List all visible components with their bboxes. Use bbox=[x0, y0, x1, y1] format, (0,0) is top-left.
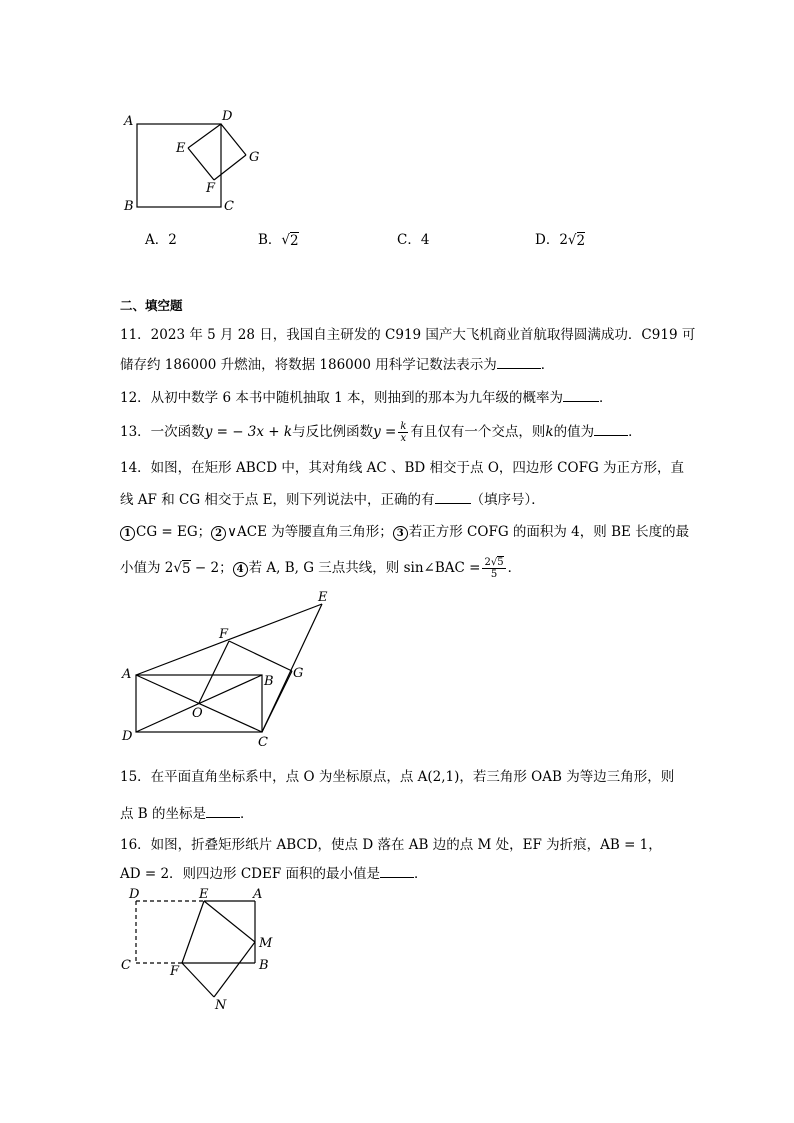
label-E: E bbox=[176, 141, 186, 156]
q13-blank[interactable] bbox=[594, 422, 628, 436]
q15-blank[interactable] bbox=[206, 804, 240, 818]
label-D: D bbox=[122, 729, 133, 744]
label-F: F bbox=[219, 627, 229, 642]
option-d: D．2√ 2 bbox=[535, 232, 586, 249]
q14-blank[interactable] bbox=[435, 490, 471, 504]
label-D: D bbox=[222, 109, 233, 124]
label-C: C bbox=[121, 958, 131, 973]
label-B: B bbox=[264, 674, 274, 689]
q12-line: 12．从初中数学 6 本书中随机抽取 1 本，则抽到的那本为九年级的概率为 ． bbox=[120, 390, 613, 406]
label-C: C bbox=[224, 199, 234, 214]
label-F: F bbox=[170, 964, 180, 979]
q16-line1: 16．如图，折叠矩形纸片 ABCD，使点 D 落在 AB 边的点 M 处，EF 为折痕，AB = 1， bbox=[120, 837, 662, 853]
q12-blank[interactable] bbox=[563, 388, 599, 402]
q15-line2: 点 B 的坐标是 ． bbox=[120, 806, 254, 822]
label-G: G bbox=[293, 666, 304, 681]
label-C: C bbox=[258, 735, 268, 750]
q14-line3: 1 CG = EG； 2 ∨ACE 为等腰直角三角形； 3 若正方形 COFG 的面积为 4，则 BE 长度的最 bbox=[120, 520, 689, 541]
square-figure bbox=[110, 100, 280, 220]
label-D: D bbox=[129, 887, 140, 902]
label-B: B bbox=[124, 199, 134, 214]
q15-line1: 15．在平面直角坐标系中，点 O 为坐标原点，点 A(2,1)，若三角形 OAB 为等边三角形，则 bbox=[120, 769, 675, 785]
q11-blank[interactable] bbox=[497, 355, 541, 369]
q11-line1: 11．2023 年 5 月 28 日，我国自主研发的 C919 国产大飞机商业首航取得圆满成功．C919 可 bbox=[120, 327, 696, 343]
label-B: B bbox=[259, 958, 269, 973]
label-A: A bbox=[253, 887, 263, 902]
q11-line2: 储存约 186000 升燃油，将数据 186000 用科学记数法表示为 ． bbox=[120, 357, 555, 373]
section-title: 二、填空题 bbox=[120, 298, 183, 313]
label-N: N bbox=[215, 998, 227, 1013]
label-F: F bbox=[206, 181, 216, 196]
label-M: M bbox=[259, 936, 273, 951]
q14-line1: 14．如图，在矩形 ABCD 中，其对角线 AC 、BD 相交于点 O，四边形 COFG 为正方形，直 bbox=[120, 460, 685, 476]
label-A: A bbox=[122, 667, 132, 682]
label-G: G bbox=[249, 150, 260, 165]
option-a: A．2 bbox=[145, 232, 177, 248]
fold-figure bbox=[110, 880, 290, 1015]
rectangle-square-figure bbox=[110, 585, 340, 750]
label-E: E bbox=[199, 887, 209, 902]
q14-line4: 小值为 2√ 5 − 2； 4 若 A, B, G 三点共线，则 sin∠BAC = $\frac{2√5}{5}$ ． bbox=[120, 557, 522, 580]
q16-blank[interactable] bbox=[380, 864, 414, 878]
option-c: C．4 bbox=[397, 232, 430, 248]
label-O: O bbox=[192, 706, 203, 721]
q16-line2: AD = 2．则四边形 CDEF 面积的最小值是 ． bbox=[120, 866, 428, 882]
option-b: B．√ 2 bbox=[258, 232, 299, 249]
label-E: E bbox=[318, 590, 328, 605]
label-A: A bbox=[124, 114, 134, 129]
q14-line2: 线 AF 和 CG 相交于点 E，则下列说法中，正确的有 （填序号）． bbox=[120, 492, 545, 508]
q13-line: 13．一次函数y = − 3x + k与反比例函数y = $\frac{k}{x}$ 有且仅有一个交点，则k的值为 ． bbox=[120, 421, 642, 444]
